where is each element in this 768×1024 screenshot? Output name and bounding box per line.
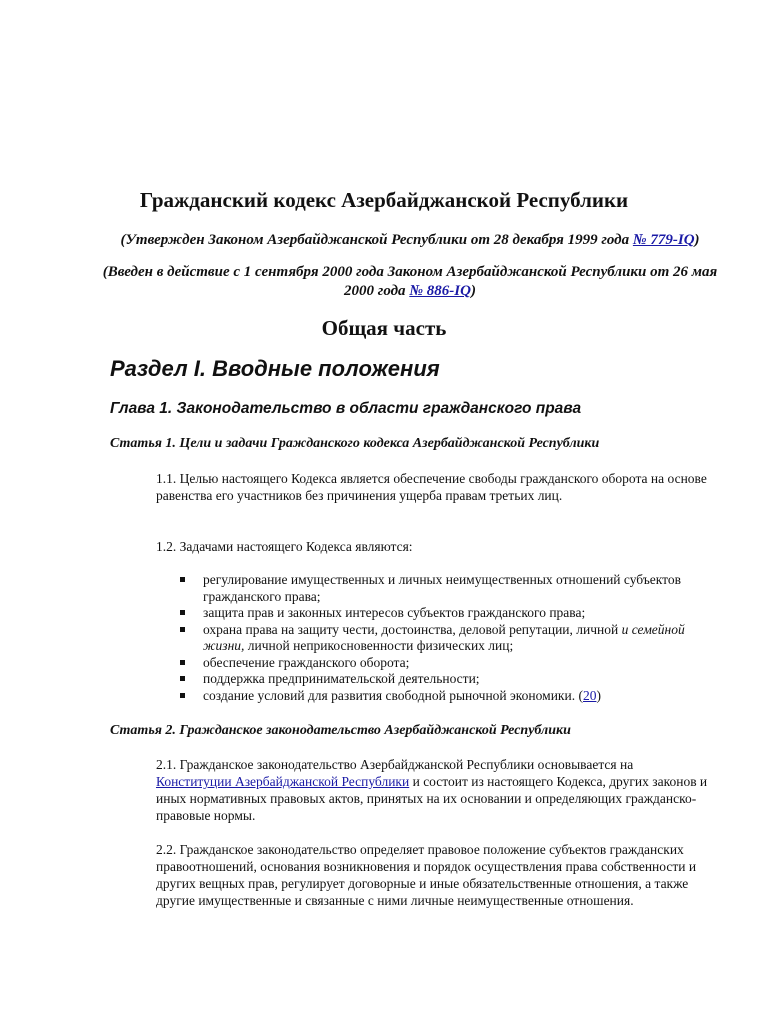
list-item-text: защита прав и законных интересов субъектов гражданского права; [203, 605, 586, 620]
list-item-text: регулирование имущественных и личных неимущественных отношений субъектов гражданского права; [203, 572, 682, 604]
footnote-20-link[interactable]: 20 [582, 687, 597, 703]
list-item-text-end: личной неприкосновенности физических лиц; [244, 638, 514, 653]
section-title: Раздел I. Вводные положения [110, 356, 440, 381]
article-1-paragraph-1: 1.1. Целью настоящего Кодекса является обеспечение свободы гражданского оборота на основе равенства его участников без причинения ущерба правам третьих лиц. [156, 471, 707, 503]
list-item [180, 605, 720, 622]
article-2-paragraph-2: 2.2. Гражданское законодательство определяет правовое положение субъектов гражданских правоотношений, основания возникновения и порядок осуществления права собственности и других вещных прав, регулирует договорные и иные обязательственные отношения, а также другие имущественные и связанные с ними личные неимущественные отношения. [156, 842, 697, 908]
bullet-icon [180, 693, 185, 698]
list-item-italic-text: и семейной жизни, [203, 621, 685, 653]
law-779-link[interactable]: № 779-IQ [632, 232, 695, 248]
article-2-paragraph-1 [156, 756, 711, 824]
enactment-note [100, 263, 720, 301]
enactment-close: ) [470, 283, 476, 299]
list-item-text: охрана права на защиту чести, достоинства, деловой репутации, личной [203, 621, 622, 637]
bullet-icon [180, 676, 185, 681]
list-item-text: поддержка предпринимательской деятельности; [203, 671, 480, 686]
chapter-title: Глава 1. Законодательство в области гражданского права [110, 400, 582, 417]
enactment-text: (Введен в действие с 1 сентября 2000 года Законом Азербайджанской Республики от 26 мая 2000 года [102, 264, 718, 299]
bullet-icon [180, 660, 185, 665]
constitution-link[interactable]: Конституции Азербайджанской Республики [156, 774, 410, 789]
list-item [180, 622, 720, 655]
bullet-icon [180, 577, 185, 582]
list-item [180, 572, 720, 605]
document-title: Гражданский кодекс Азербайджанской Республики [139, 188, 629, 212]
article-2-p1-end: и состоит из настоящего Кодекса, других законов и иных нормативных правовых актов, принятых на их основании и определяющих гражданско-правовые нормы. [156, 774, 708, 823]
law-886-link[interactable]: № 886-IQ [409, 283, 471, 299]
article-2-p1-start: 2.1. Гражданское законодательство Азербайджанской Республики основывается на [156, 757, 634, 772]
part-title: Общая часть [321, 316, 447, 340]
approval-note [100, 231, 720, 250]
list-item-text: обеспечение гражданского оборота; [203, 654, 410, 670]
list-item [180, 655, 720, 672]
article-2-title: Статья 2. Гражданское законодательство Азербайджанской Республики [110, 723, 571, 738]
approval-close: ) [694, 232, 700, 248]
list-item [180, 671, 720, 688]
list-item [180, 688, 720, 705]
list-item-close: ) [596, 687, 601, 703]
bullet-icon [180, 610, 185, 615]
list-item-text: создание условий для развития свободной рыночной экономики. ( [203, 687, 583, 703]
article-1-tasks-list [180, 572, 720, 704]
approval-text: (Утвержден Законом Азербайджанской Республики от 28 декабря 1999 года [120, 232, 633, 248]
bullet-icon [180, 627, 185, 632]
article-1-title: Статья 1. Цели и задачи Гражданского кодекса Азербайджанской Республики [110, 436, 600, 451]
article-1-paragraph-2: 1.2. Задачами настоящего Кодекса являются: [156, 539, 413, 554]
